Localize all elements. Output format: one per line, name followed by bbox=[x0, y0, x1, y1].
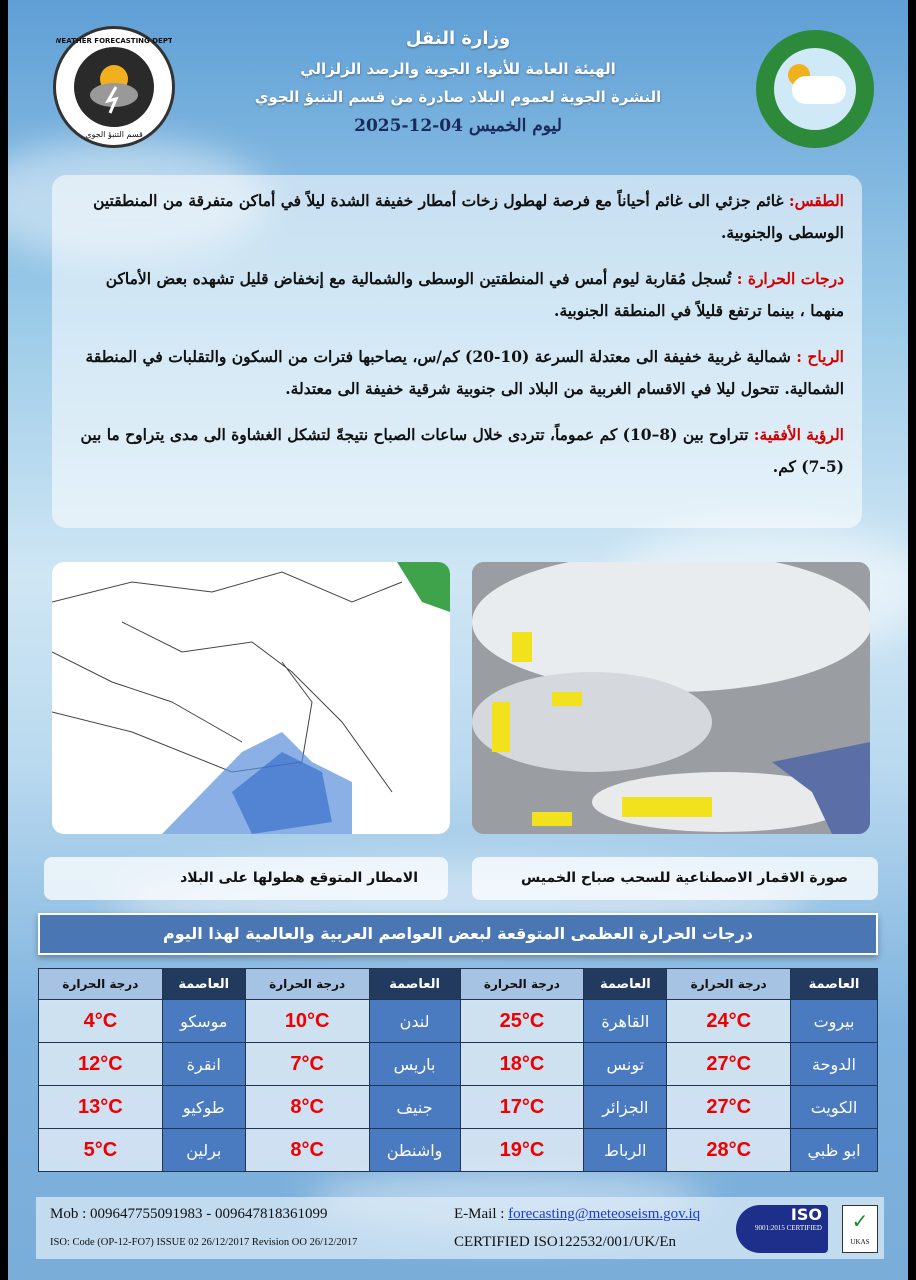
forecast-text-box bbox=[52, 175, 862, 528]
forecast-temperature bbox=[70, 263, 844, 327]
table-row bbox=[39, 1086, 878, 1129]
temperature-cell: 8°C bbox=[245, 1086, 369, 1129]
satellite-image bbox=[472, 562, 870, 834]
bulletin-page bbox=[8, 0, 908, 1280]
forecasting-dept-logo bbox=[53, 26, 175, 148]
wind-label: الرياح : bbox=[796, 347, 844, 366]
temp-header: درجة الحرارة bbox=[667, 969, 791, 1000]
city-cell: القاهرة bbox=[584, 1000, 667, 1043]
ministry-title: وزارة النقل bbox=[405, 28, 511, 49]
visibility-text: تتراوح بين (8–10) كم عموماً، تتردى خلال ساعات الصباح نتيجةً لتشكل الغشاوة الى مدى يتراوح ما بين (5-7) كم. bbox=[80, 425, 844, 476]
city-cell: الدوحة bbox=[791, 1043, 878, 1086]
email-line bbox=[454, 1206, 700, 1223]
iso-badge-text: ISO bbox=[790, 1205, 822, 1224]
ukas-text: UKAS bbox=[850, 1238, 870, 1246]
forecast-wind bbox=[70, 341, 844, 405]
date-line: ليوم الخميس 04-12-2025 bbox=[354, 116, 562, 136]
temp-header: درجة الحرارة bbox=[245, 969, 369, 1000]
table-row bbox=[39, 1000, 878, 1043]
temperature-cell: 10°C bbox=[245, 1000, 369, 1043]
temperature-cell: 18°C bbox=[460, 1043, 584, 1086]
temperature-cell: 28°C bbox=[667, 1129, 791, 1172]
iso-badge-sub: 9001:2015 CERTIFIED bbox=[754, 1224, 822, 1232]
authority-title: الهيئة العامة للأنواء الجوية والرصد الزلزالي bbox=[300, 60, 616, 78]
checkmark-icon: ✓ bbox=[851, 1211, 869, 1233]
email-link[interactable]: forecasting@meteoseism.gov.iq bbox=[508, 1206, 701, 1222]
capitals-temperature-table bbox=[38, 968, 878, 1172]
temperature-cell: 12°C bbox=[39, 1043, 163, 1086]
logo-text: WEATHER FORECASTING DEPT. bbox=[56, 37, 172, 45]
city-cell: باريس bbox=[369, 1043, 460, 1086]
wind-text: شمالية غربية خفيفة الى معتدلة السرعة (10-20) كم/س، يصاحبها فترات من السكون والتقلبات في المنطقة الشمالية. تتحول ليلا في الاقسام الغربية من البلاد الى جنوبية شرقية خفيفة الى معتدلة. bbox=[85, 347, 844, 398]
city-cell: طوكيو bbox=[162, 1086, 245, 1129]
temperature-cell: 5°C bbox=[39, 1129, 163, 1172]
city-header: العاصمة bbox=[369, 969, 460, 1000]
temperature-cell: 24°C bbox=[667, 1000, 791, 1043]
temp-header: درجة الحرارة bbox=[460, 969, 584, 1000]
table-header-row bbox=[39, 969, 878, 1000]
ukas-logo bbox=[842, 1205, 878, 1253]
temperature-cell: 27°C bbox=[667, 1043, 791, 1086]
city-header: العاصمة bbox=[162, 969, 245, 1000]
city-cell: لندن bbox=[369, 1000, 460, 1043]
weather-text: غائم جزئي الى غائم أحياناً مع فرصة لهطول زخات أمطار خفيفة الشدة ليلاً في أماكن متفرقة من المنطقتين الوسطى والجنوبية. bbox=[93, 191, 844, 242]
bulletin-title: النشرة الجوية لعموم البلاد صادرة من قسم التنبؤ الجوي bbox=[254, 88, 662, 106]
visibility-label: الرؤية الأفقية: bbox=[753, 425, 844, 444]
temperature-cell: 19°C bbox=[460, 1129, 584, 1172]
rain-forecast-map bbox=[52, 562, 450, 834]
iso-badge bbox=[736, 1205, 828, 1253]
forecast-weather bbox=[70, 185, 844, 249]
temperature-cell: 13°C bbox=[39, 1086, 163, 1129]
capitals-table-title: درجات الحرارة العظمى المتوقعة لبعض العواصم العربية والعالمية لهذا اليوم bbox=[38, 913, 878, 955]
temperature-label: درجات الحرارة : bbox=[736, 269, 844, 288]
city-cell: جنيف bbox=[369, 1086, 460, 1129]
city-cell: الرباط bbox=[584, 1129, 667, 1172]
city-cell: انقرة bbox=[162, 1043, 245, 1086]
city-cell: تونس bbox=[584, 1043, 667, 1086]
certified-text: CERTIFIED ISO122532/001/UK/En bbox=[454, 1234, 677, 1250]
city-cell: موسكو bbox=[162, 1000, 245, 1043]
table-row bbox=[39, 1043, 878, 1086]
email-label: E-Mail : bbox=[454, 1206, 509, 1222]
city-cell: الكويت bbox=[791, 1086, 878, 1129]
footer bbox=[36, 1197, 884, 1259]
temperature-cell: 27°C bbox=[667, 1086, 791, 1129]
city-header: العاصمة bbox=[584, 969, 667, 1000]
rain-map-caption: الامطار المتوقع هطولها على البلاد bbox=[44, 857, 448, 900]
forecast-visibility bbox=[70, 419, 844, 483]
temp-header: درجة الحرارة bbox=[39, 969, 163, 1000]
temperature-cell: 17°C bbox=[460, 1086, 584, 1129]
temperature-cell: 8°C bbox=[245, 1129, 369, 1172]
temperature-cell: 7°C bbox=[245, 1043, 369, 1086]
meteorological-organization-logo bbox=[756, 30, 874, 148]
iso-code: ISO: Code (OP-12-FO7) ISSUE 02 26/12/2017 Revision OO 26/12/2017 bbox=[50, 1237, 358, 1248]
mobile-numbers: Mob : 009647755091983 - 009647818361099 bbox=[50, 1206, 328, 1222]
city-cell: برلين bbox=[162, 1129, 245, 1172]
city-header: العاصمة bbox=[791, 969, 878, 1000]
satellite-caption: صورة الاقمار الاصطناعية للسحب صباح الخميس bbox=[472, 857, 878, 900]
city-cell: واشنطن bbox=[369, 1129, 460, 1172]
city-cell: ابو ظبي bbox=[791, 1129, 878, 1172]
city-cell: بيروت bbox=[791, 1000, 878, 1043]
temperature-text: تُسجل مُقاربة ليوم أمس في المنطقتين الوسطى والشمالية مع إنخفاض قليل تشهده بعض الأماكن منهما ، بينما ترتفع قليلاً في المنطقة الجنوبية. bbox=[105, 269, 844, 320]
weather-label: الطقس: bbox=[788, 191, 844, 210]
logo-arabic: قسم التنبؤ الجوي bbox=[85, 130, 143, 139]
temperature-cell: 4°C bbox=[39, 1000, 163, 1043]
city-cell: الجزائر bbox=[584, 1086, 667, 1129]
table-row bbox=[39, 1129, 878, 1172]
temperature-cell: 25°C bbox=[460, 1000, 584, 1043]
